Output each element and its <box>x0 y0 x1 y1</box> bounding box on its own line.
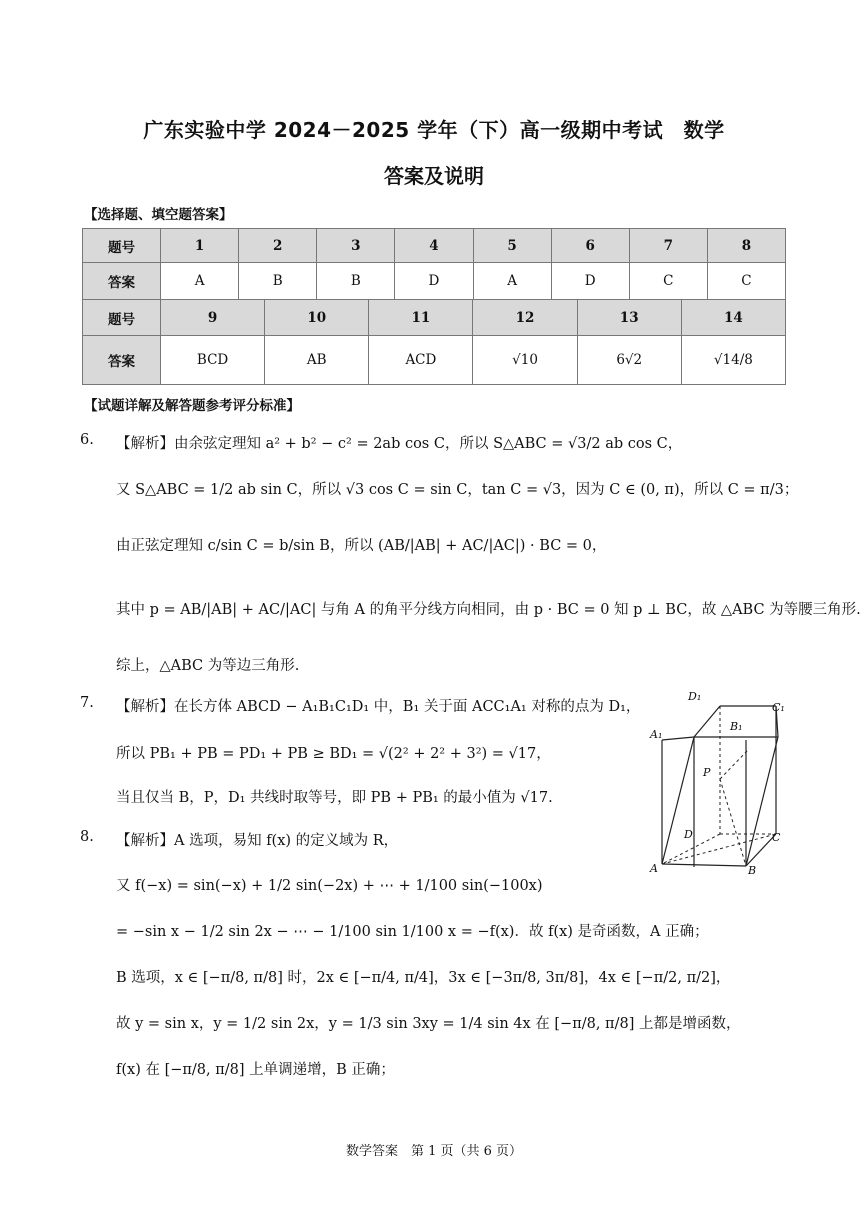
question-number: 3 <box>317 229 395 263</box>
row-label-answer: 答案 <box>83 336 161 385</box>
question-number: 14 <box>681 300 785 336</box>
section-heading-solutions: 【试题详解及解答题参考评分标准】 <box>84 398 300 414</box>
answer-cell: B <box>239 263 317 300</box>
solution-line: 其中 p = AB/|AB| + AC/|AC| 与角 A 的角平分线方向相同，由 p · BC = 0 知 p ⊥ BC，故 △ABC 为等腰三角形. <box>116 602 861 618</box>
row-label-question: 题号 <box>83 229 161 263</box>
answer-cell: √10 <box>473 336 577 385</box>
vertex-label: B₁ <box>730 720 743 733</box>
page-footer: 数学答案 第 1 页（共 6 页） <box>345 1144 523 1159</box>
answer-cell: 6√2 <box>577 336 681 385</box>
answer-cell: D <box>551 263 629 300</box>
table-row-questions <box>83 300 786 336</box>
answer-cell: AB <box>265 336 369 385</box>
page-subtitle: 答案及说明 <box>384 164 484 188</box>
question-number: 11 <box>369 300 473 336</box>
vertex-label: B <box>748 864 757 877</box>
vertex-label: A₁ <box>650 728 663 741</box>
section-heading-answers: 【选择题、填空题答案】 <box>84 207 233 223</box>
vertex-label: D <box>684 828 693 841</box>
vertex-label: C₁ <box>772 701 785 714</box>
solution-line: 又 S△ABC = 1/2 ab sin C，所以 √3 cos C = sin C，tan C = √3，因为 C ∈ (0, π)，所以 C = π/3； <box>116 482 799 498</box>
answer-cell: A <box>473 263 551 300</box>
solution-line: = −sin x − 1/2 sin 2x − ⋯ − 1/100 sin 1/100 x = −f(x)．故 f(x) 是奇函数，A 正确； <box>116 924 709 940</box>
answer-cell: ACD <box>369 336 473 385</box>
cuboid-figure <box>648 684 794 880</box>
answer-cell: A <box>161 263 239 300</box>
answer-cell: B <box>317 263 395 300</box>
solution-line: 【解析】A 选项，易知 f(x) 的定义域为 R， <box>116 833 399 849</box>
vertex-label: A <box>650 862 658 875</box>
table-row-questions <box>83 229 786 263</box>
row-label-question: 题号 <box>83 300 161 336</box>
question-number: 5 <box>473 229 551 263</box>
row-label-answer: 答案 <box>83 263 161 300</box>
question-number: 6 <box>551 229 629 263</box>
answer-cell: BCD <box>161 336 265 385</box>
question-number: 8 <box>707 229 785 263</box>
solution-line: 综上，△ABC 为等边三角形. <box>116 658 300 674</box>
question-number: 2 <box>239 229 317 263</box>
solution-line: 由正弦定理知 c/sin C = b/sin B，所以 (AB/|AB| + AC/|AC|) · BC = 0， <box>116 538 607 554</box>
solution-line: 当且仅当 B，P，D₁ 共线时取等号，即 PB + PB₁ 的最小值为 √17. <box>116 790 553 806</box>
question-number: 7. <box>80 695 94 711</box>
solution-line: 【解析】在长方体 ABCD − A₁B₁C₁D₁ 中，B₁ 关于面 ACC₁A₁ 对称的点为 D₁， <box>116 699 641 715</box>
answer-cell: C <box>707 263 785 300</box>
page-title: 广东实验中学 2024－2025 学年（下）高一级期中考试 数学 <box>143 118 725 142</box>
solution-line: 【解析】由余弦定理知 a² + b² − c² = 2ab cos C，所以 S△ABC = √3/2 ab cos C， <box>116 436 683 452</box>
vertex-label: D₁ <box>688 690 702 703</box>
solution-line: 所以 PB₁ + PB = PD₁ + PB ≥ BD₁ = √(2² + 2² + 3²) = √17， <box>116 746 551 762</box>
question-number: 9 <box>161 300 265 336</box>
question-number: 6. <box>80 432 94 448</box>
table-row-answers <box>83 336 786 385</box>
answer-cell: √14/8 <box>681 336 785 385</box>
question-number: 1 <box>161 229 239 263</box>
solution-line: 故 y = sin x，y = 1/2 sin 2x，y = 1/3 sin 3xy = 1/4 sin 4x 在 [−π/8, π/8] 上都是增函数， <box>116 1016 741 1032</box>
solution-line: B 选项，x ∈ [−π/8, π/8] 时，2x ∈ [−π/4, π/4]，3x ∈ [−3π/8, 3π/8]，4x ∈ [−π/2, π/2]， <box>116 970 731 986</box>
solution-line: 又 f(−x) = sin(−x) + 1/2 sin(−2x) + ⋯ + 1/100 sin(−100x) <box>116 878 543 894</box>
table-row-answers <box>83 263 786 300</box>
question-number: 4 <box>395 229 473 263</box>
question-number: 7 <box>629 229 707 263</box>
answer-table-1 <box>82 228 786 300</box>
answer-cell: C <box>629 263 707 300</box>
question-number: 10 <box>265 300 369 336</box>
answer-cell: D <box>395 263 473 300</box>
question-number: 13 <box>577 300 681 336</box>
vertex-label: P <box>703 766 711 779</box>
answer-table-2 <box>82 299 786 385</box>
vertex-label: C <box>772 831 781 844</box>
solution-line: f(x) 在 [−π/8, π/8] 上单调递增，B 正确； <box>116 1062 395 1078</box>
question-number: 8. <box>80 829 94 845</box>
question-number: 12 <box>473 300 577 336</box>
